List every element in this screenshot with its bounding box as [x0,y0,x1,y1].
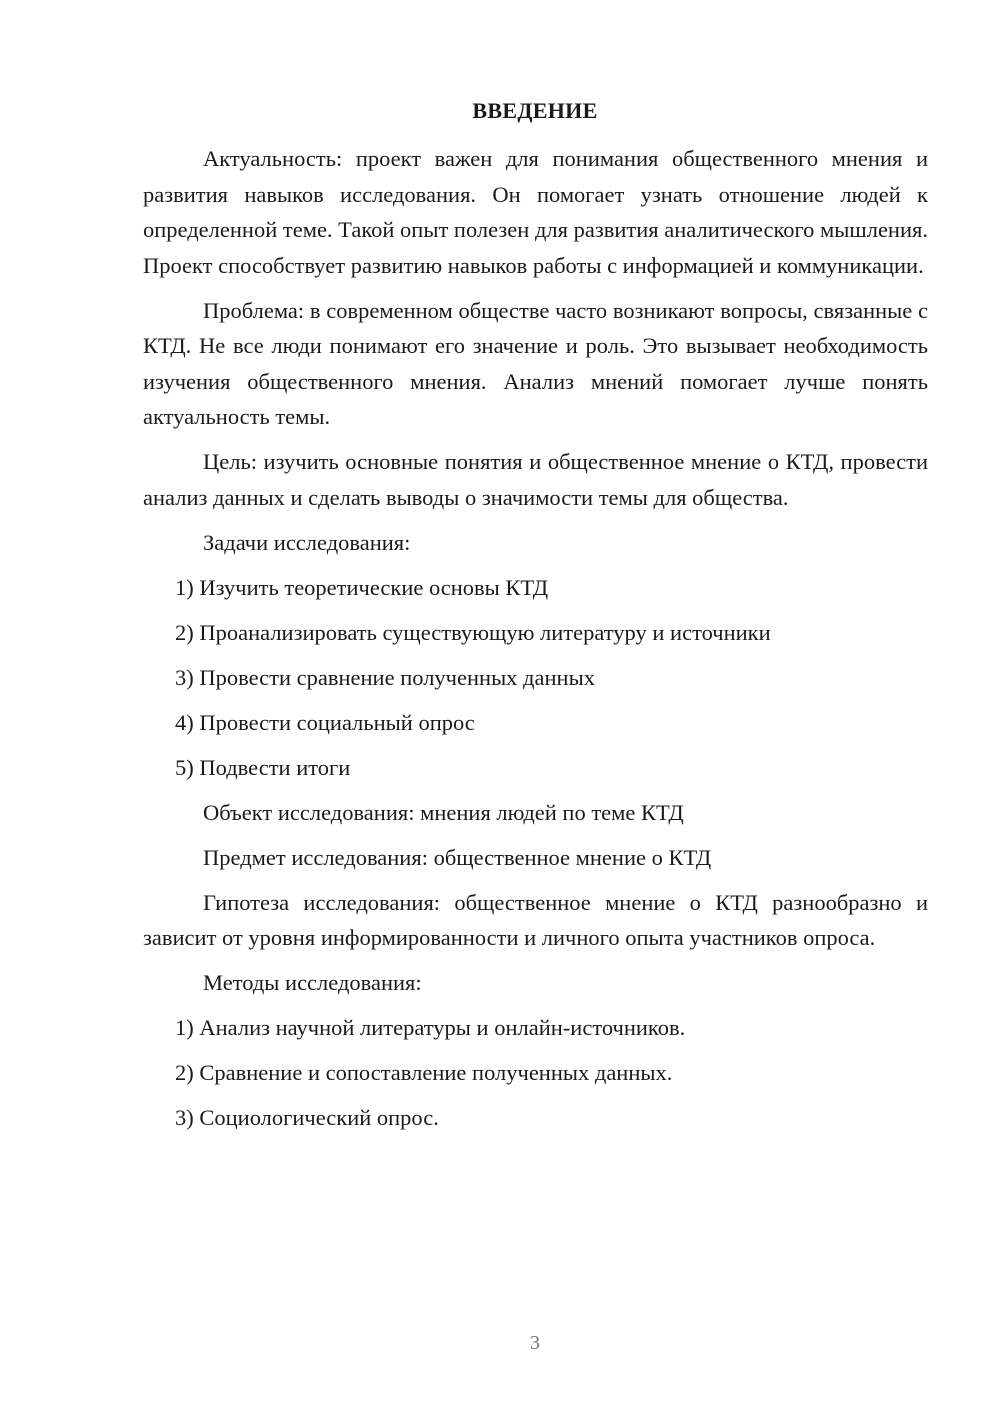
list-item: 4) Провести социальный опрос [175,709,475,735]
paragraph-subject: Предмет исследования: общественное мнение о КТД [203,844,712,870]
list-item: 2) Проанализировать существующую литературу и источники [175,619,771,645]
list-item: 1) Анализ научной литературы и онлайн-источников. [175,1015,686,1040]
tasks-list [143,570,928,786]
paragraph-object: Объект исследования: мнения людей по теме КТД [203,799,684,825]
page-number: 3 [530,1332,540,1354]
section-heading: ВВЕДЕНИЕ [472,98,598,123]
paragraph-relevance: Актуальность: проект важен для понимания общественного мнения и развития навыков исследования. Он помогает узнать отношение людей к определенной теме. Такой опыт полезен для развития аналитического мышления. Проект способствует развитию навыков работы с информацией и коммуникации. [143,146,928,278]
list-item: 2) Сравнение и сопоставление полученных данных. [175,1060,673,1085]
list-item: 3) Провести сравнение полученных данных [175,664,595,690]
paragraph-goal: Цель: изучить основные понятия и общественное мнение о КТД, провести анализ данных и сделать выводы о значимости темы для общества. [143,449,928,510]
list-item: 3) Социологический опрос. [175,1105,439,1130]
paragraph-problem: Проблема: в современном обществе часто возникают вопросы, связанные с КТД. Не все люди понимают его значение и роль. Это вызывает необходимость изучения общественного мнения. Анализ мнений помогает лучше понять актуальность темы. [143,297,928,429]
tasks-title: Задачи исследования: [203,529,411,555]
paragraph-hypothesis: Гипотеза исследования: общественное мнение о КТД разнообразно и зависит от уровня информированности и личного опыта участников опроса. [143,889,928,950]
methods-list [143,1010,928,1136]
list-item: 5) Подвести итоги [175,754,351,780]
methods-title: Методы исследования: [203,970,422,995]
body-text [143,141,928,1145]
list-item: 1) Изучить теоретические основы КТД [175,574,549,600]
